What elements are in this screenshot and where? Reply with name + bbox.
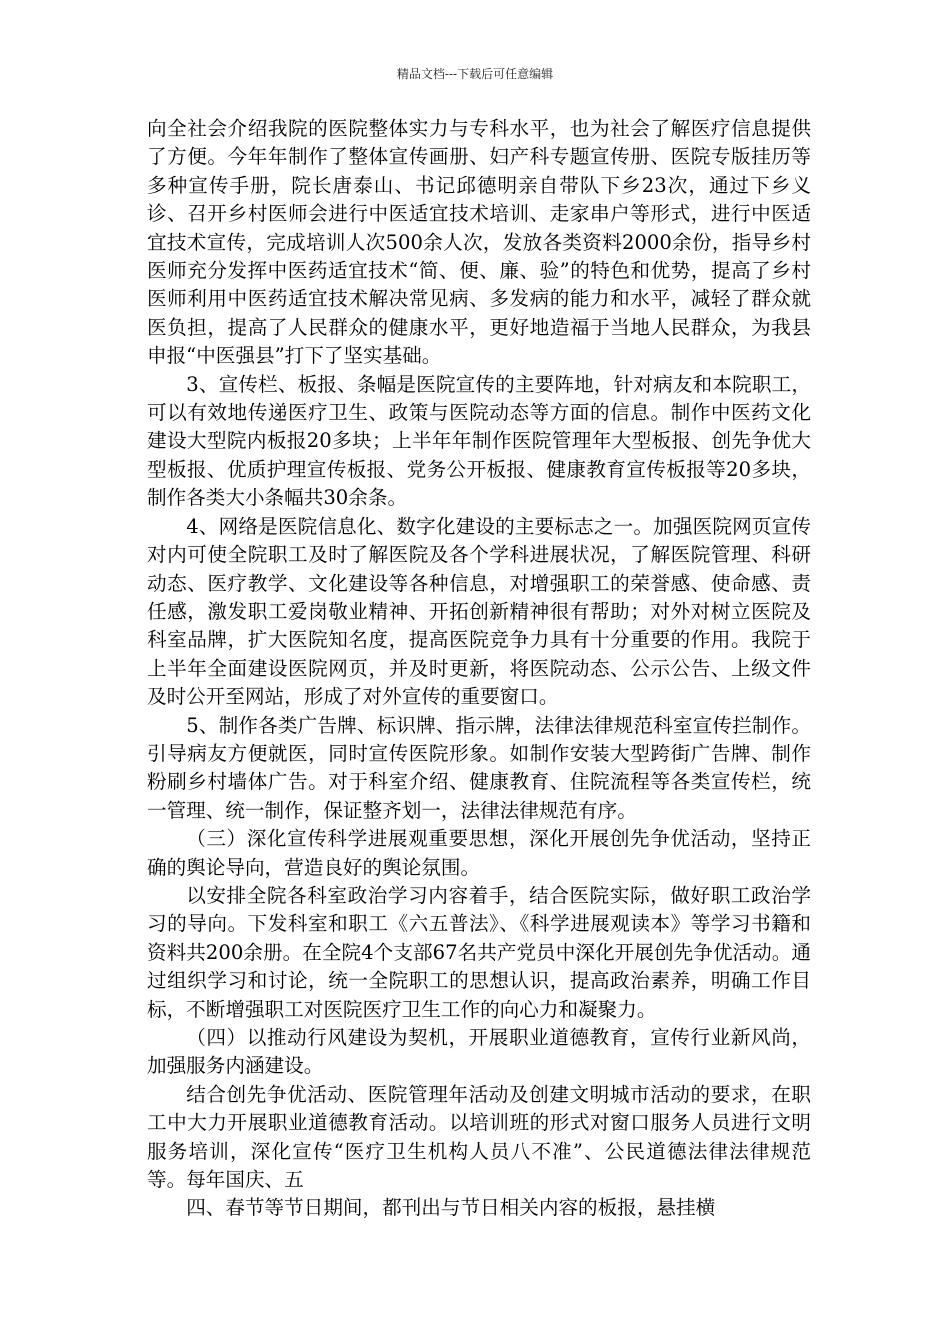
paragraph-8: 结合创先争优活动、医院管理年活动及创建文明城市活动的要求，在职工中大力开展职业道德教育活动。以培训班的形式对窗口服务人员进行文明服务培训，深化宣传“医疗卫生机构人员八不准”、公民道德法律法律规范等。每年国庆、五 bbox=[147, 1082, 811, 1192]
paragraph-6: 以安排全院各科室政治学习内容着手，结合医院实际，做好职工政治学习的导向。下发科室和职工《六五普法》、《科学进展观读本》等学习书籍和资料共200余册。在全院4个支部67名共产党员中深化开展创先争优活动。通过组织学习和讨论，统一全院职工的思想认识，提高政治素养，明确工作目标，不断增强职工对医院医疗卫生工作的向心力和凝聚力。 bbox=[147, 883, 811, 1021]
paragraph-9: 四、春节等节日期间，都刊出与节日相关内容的板报，悬挂横 bbox=[186, 1196, 716, 1220]
paragraph-4: 5、制作各类广告牌、标识牌、指示牌，法律法律规范科室宣传拦制作。引导病友方便就医，同时宣传医院形象。如制作安装大型跨街广告牌、制作粉刷乡村墙体广告。对于科室介绍、健康教育、住院流程等各类宣传栏，统一管理、统一制作，保证整齐划一，法律法律规范有序。 bbox=[147, 713, 811, 822]
page-header: 精品文档---下载后可任意编辑 bbox=[396, 67, 554, 81]
paragraph-5: （三）深化宣传科学进展观重要思想，深化开展创先争优活动，坚持正确的舆论导向，营造良好的舆论氛围。 bbox=[147, 827, 811, 879]
paragraph-2: 3、宣传栏、板报、条幅是医院宣传的主要阵地，针对病友和本院职工，可以有效地传递医疗卫生、政策与医院动态等方面的信息。制作中医药文化建设大型院内板报20多块；上半年年制作医院管理年大型板报、创先争优大型板报、优质护理宣传板报、党务公开板报、健康教育宣传板报等20多块，制作各类大小条幅共30余条。 bbox=[147, 372, 811, 510]
document-body bbox=[147, 115, 811, 1223]
paragraph-7: （四）以推动行风建设为契机，开展职业道德教育，宣传行业新风尚，加强服务内涵建设。 bbox=[147, 1026, 811, 1078]
paragraph-1: 向全社会介绍我院的医院整体实力与专科水平，也为社会了解医疗信息提供了方便。今年年制作了整体宣传画册、妇产科专题宣传册、医院专版挂历等多种宣传手册，院长唐泰山、书记邱德明亲自带队下乡23次，通过下乡义诊、召开乡村医师会进行中医适宜技术培训、走家串户等形式，进行中医适宜技术宣传，完成培训人次500余人次，发放各类资料2000余份，指导乡村医师充分发挥中医药适宜技术“简、便、廉、验”的特色和优势，提高了乡村医师利用中医药适宜技术解决常见病、多发病的能力和水平，减轻了群众就医负担，提高了人民群众的健康水平，更好地造福于当地人民群众，为我县申报“中医强县”打下了坚实基础。 bbox=[147, 117, 811, 368]
paragraph-3: 4、网络是医院信息化、数字化建设的主要标志之一。加强医院网页宣传对内可使全院职工及时了解医院及各个学科进展状况，了解医院管理、科研动态、医疗教学、文化建设等各种信息，对增强职工的荣誉感、使命感、责任感，激发职工爱岗敬业精神、开拓创新精神很有帮助；对外对树立医院及科室品牌，扩大医院知名度，提高医院竞争力具有十分重要的作用。我院于上半年全面建设医院网页，并及时更新，将医院动态、公示公告、上级文件及时公开至网站，形成了对外宣传的重要窗口。 bbox=[147, 514, 811, 709]
